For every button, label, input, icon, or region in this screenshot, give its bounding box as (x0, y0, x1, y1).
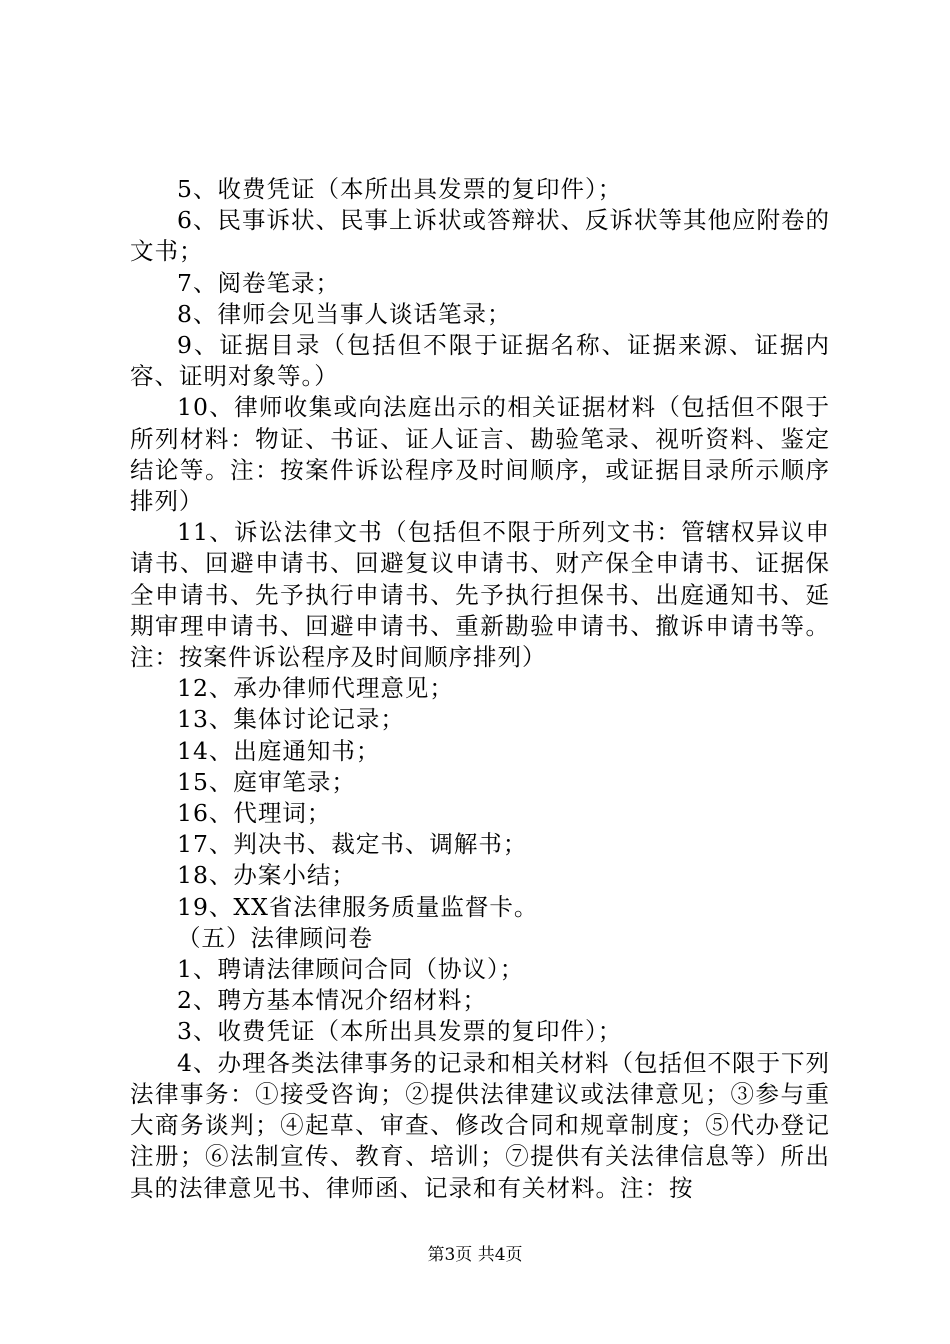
paragraph-item-15-trial-record: 15、庭审笔录； (177, 767, 356, 796)
paragraph-advisor-1-contract: 1、聘请法律顾问合同（协议）； (177, 955, 525, 984)
paragraph-advisor-3-fee-receipt: 3、收费凭证（本所出具发票的复印件）； (177, 1017, 623, 1046)
paragraph-item-17-judgment: 17、判决书、裁定书、调解书； (177, 830, 528, 859)
paragraph-item-9-evidence-catalog: 9、证据目录（包括但不限于证据名称、证据来源、证据内容、证明对象等。） (130, 331, 830, 391)
paragraph-advisor-4-legal-affairs: 4、办理各类法律事务的记录和相关材料（包括但不限于下列法律事务：①接受咨询；②提供法律建议或法律意见；③参与重大商务谈判；④起草、审查、修改合同和规章制度；⑤代办登记注册；⑥法制宣传、教育、培训；⑦提供有关法律信息等）所出具的法律意见书、律师函、记录和有关材料。注：按 (130, 1048, 830, 1202)
paragraph-item-10-evidence-materials: 10、律师收集或向法庭出示的相关证据材料（包括但不限于所列材料：物证、书证、证人证言、勘验笔录、视听资料、鉴定结论等。注：按案件诉讼程序及时间顺序，或证据目录所示顺序排列） (130, 393, 830, 516)
paragraph-item-19-quality-card: 19、XX省法律服务质量监督卡。 (177, 892, 539, 921)
document-body (130, 174, 830, 1204)
paragraph-item-12-agency-opinion: 12、承办律师代理意见； (177, 674, 454, 703)
paragraph-item-14-court-notice: 14、出庭通知书； (177, 736, 381, 765)
paragraph-item-5-fee-receipt: 5、收费凭证（本所出具发票的复印件）； (177, 175, 623, 203)
section-heading-legal-advisor: （五）法律顾问卷 (177, 923, 373, 952)
paragraph-item-13-group-discussion: 13、集体讨论记录； (177, 705, 405, 734)
paragraph-item-7-file-review-record: 7、阅卷笔录； (177, 268, 340, 297)
paragraph-item-11-litigation-documents: 11、诉讼法律文书（包括但不限于所列文书：管辖权异议申请书、回避申请书、回避复议申请书、财产保全申请书、证据保全申请书、先予执行申请书、先予执行担保书、出庭通知书、延期审理申请书、回避申请书、重新勘验申请书、撤诉申请书等。注：按案件诉讼程序及时间顺序排列） (130, 518, 830, 672)
paragraph-item-6-civil-complaint: 6、民事诉状、民事上诉状或答辩状、反诉状等其他应附卷的文书； (130, 206, 830, 266)
paragraph-advisor-2-client-info: 2、聘方基本情况介绍材料； (177, 986, 487, 1015)
paragraph-item-16-agency-statement: 16、代理词； (177, 799, 332, 828)
paragraph-item-8-client-meeting-record: 8、律师会见当事人谈话笔录； (177, 299, 512, 328)
paragraph-item-18-case-summary: 18、办案小结； (177, 861, 356, 890)
page-number-footer: 第3页 共4页 (427, 1245, 523, 1265)
